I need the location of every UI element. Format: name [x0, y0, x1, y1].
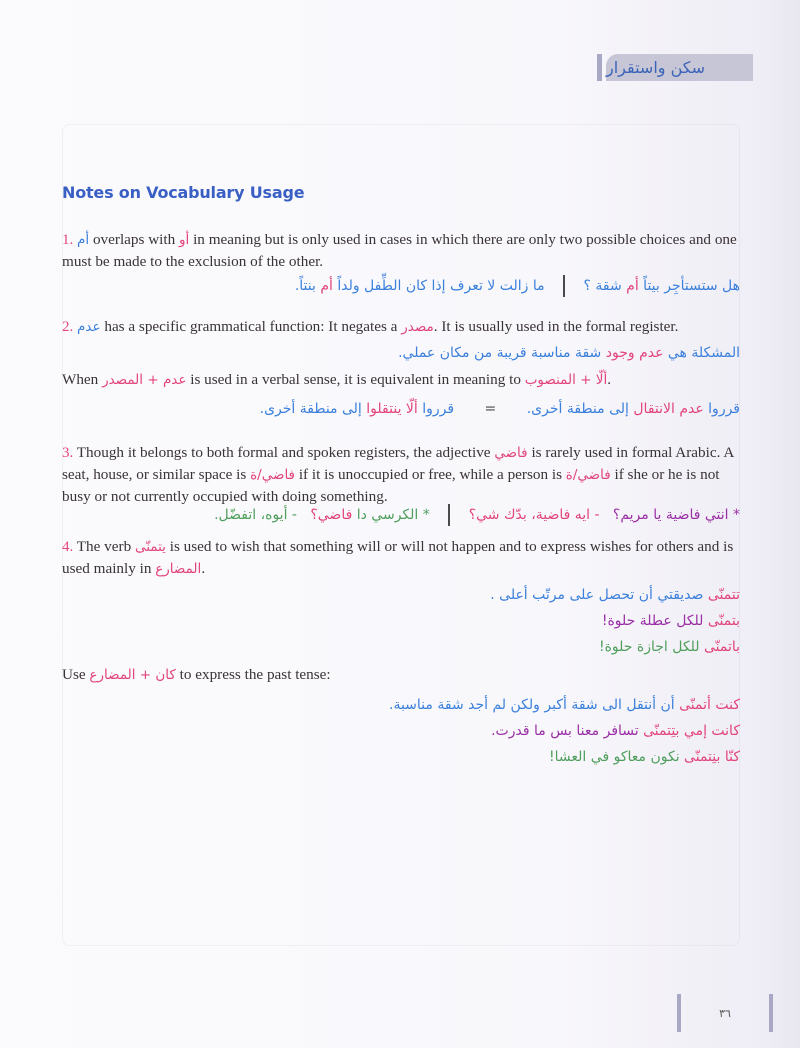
past-tense-note	[62, 664, 742, 686]
note-text: if it is unoccupied or free, while a person is	[295, 466, 566, 483]
note-text: Use	[62, 666, 90, 683]
past-example-2: كانت إمي بتِتمنّى تسافر معنا بس ما قدرت.	[491, 723, 740, 739]
note-text: if she or he is not busy or not currently occupied with doing something.	[62, 466, 720, 505]
section-title: Notes on Vocabulary Usage	[62, 183, 305, 202]
example-sentence: هل ستستأجِر بيتاً أم شقة ؟	[583, 278, 740, 294]
note-text: is rarely used in formal Arabic. A seat, house, or similar space is	[62, 444, 734, 483]
example-sentence: ما زالت لا تعرف إذا كان الطِّفل ولداً أم بنتاً.	[294, 278, 545, 294]
note-1-examples	[295, 275, 740, 297]
past-example-1: كنت أتمنّى أن أنتقل الى شقة أكبر ولكن لم أجد شقة مناسبة.	[389, 697, 740, 713]
note-text: Though it belongs to both formal and spoken registers, the adjective	[73, 444, 495, 461]
header-bar-decoration	[597, 54, 602, 81]
arabic-term: المضارع	[155, 561, 202, 577]
arabic-term: عدم + المصدر	[102, 372, 187, 388]
note-3	[62, 442, 742, 508]
note-number: 1.	[62, 232, 74, 248]
note-text: is used in a verbal sense, it is equivalent in meaning to	[186, 371, 525, 388]
arabic-term: ألّا + المنصوب	[524, 372, 608, 388]
chapter-title: سكن واستقرار	[606, 54, 753, 81]
note-text: to express the past tense:	[175, 666, 331, 683]
note-text: has a specific grammatical function: It negates a	[100, 318, 402, 335]
page-number-block	[677, 993, 773, 1033]
dialogue-answer: - ايه فاضية، بدّك شي؟	[468, 507, 600, 523]
arabic-term: فاضي	[494, 445, 528, 461]
note-number: 2.	[62, 319, 74, 335]
arabic-term: مصدر	[401, 319, 434, 335]
dialogue-question: * انتي فاضية يا مريم؟	[612, 507, 740, 523]
page-number-bar-left	[677, 994, 681, 1032]
note-text: is used to wish that something will or will not happen and to express wishes for others and is used mainly in	[62, 538, 734, 577]
note-2-example-2	[260, 398, 740, 420]
dialogue-divider	[448, 504, 450, 526]
note-text: When	[62, 371, 103, 388]
dialogue-answer: - أيوه، اتفضّل.	[214, 507, 297, 523]
arabic-term: فاضي/ة	[250, 467, 296, 483]
arabic-term: يتمنّى	[134, 539, 166, 555]
chapter-header-tab	[597, 52, 753, 82]
note-text: in meaning but is only used in cases in which there are only two possible choices and one must be made to the exclusion of the other.	[62, 231, 737, 270]
note-text: . It is usually used in the formal register.	[433, 318, 679, 335]
page-number: ٣٦	[719, 1006, 731, 1020]
note-2	[62, 316, 742, 338]
example-sentence: قرروا عدم الانتقال إلى منطقة أخرى.	[526, 401, 740, 417]
note-number: 4.	[62, 539, 74, 555]
example-sentence: قرروا ألّا ينتقلوا إلى منطقة أخرى.	[259, 401, 455, 417]
note-2-example-1: المشكلة هي عدم وجود شقة مناسبة قريبة من مكان عملي.	[398, 345, 740, 361]
page-number-bar-right	[769, 994, 773, 1032]
dialogue-question: * الكرسي دا فاضي؟	[310, 507, 430, 523]
arabic-term: أم	[77, 232, 90, 248]
note-text: The verb	[73, 538, 135, 555]
arabic-term: أو	[179, 232, 190, 248]
example-divider	[563, 275, 565, 297]
arabic-term: كان + المضارع	[89, 667, 176, 683]
tamanna-example-3: باتمنّى للكل اجازة حلوة!	[598, 639, 740, 655]
tamanna-example-2: بتمنّى للكل عطلة حلوة!	[601, 613, 740, 629]
note-number: 3.	[62, 445, 74, 461]
note-4: 4. The verb يتمنّى is used to wish that something will or will not happen and to express wishes for others and is used mainly in المضارع.	[62, 538, 734, 577]
note-1	[62, 229, 742, 273]
note-2-when: When عدم + المصدر is used in a verbal sense, it is equivalent in meaning to ألّا + المنصوب.	[62, 371, 611, 388]
arabic-term: عدم	[77, 319, 101, 335]
past-example-3: كنّا بنِتمنّى نكون معاكو في العشا!	[549, 749, 740, 765]
arabic-term: فاضي/ة	[565, 467, 611, 483]
equals-sign: =	[484, 401, 497, 417]
note-3-dialogue	[214, 504, 740, 526]
note-text: overlaps with	[89, 231, 179, 248]
tamanna-example-1: تتمنّى صديقتي أن تحصل على مرتّب أعلى .	[490, 587, 740, 603]
